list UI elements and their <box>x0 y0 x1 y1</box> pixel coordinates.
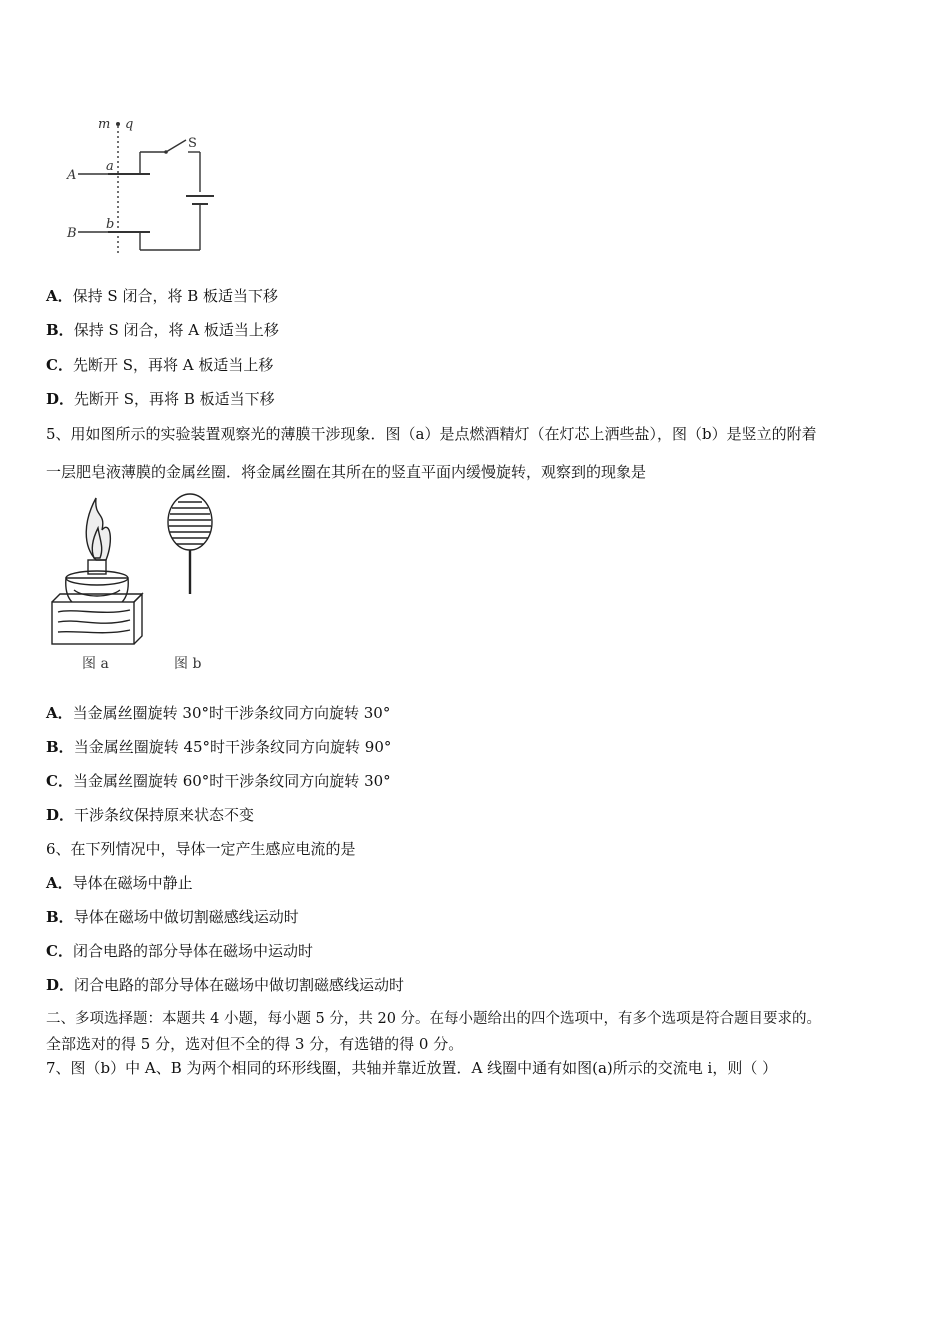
option-text: 闭合电路的部分导体在磁场中运动时 <box>72 942 313 960</box>
label-S: S <box>188 136 197 151</box>
q4-option-b <box>46 320 279 340</box>
q5-stem-line1: 5、用如图所示的实验装置观察光的薄膜干涉现象．图（a）是点燃酒精灯（在灯芯上洒些盐），图（b）是竖立的附着 <box>46 425 817 443</box>
section2-scoring: 全部选对的得 5 分，选对但不全的得 3 分，有选错的得 0 分。 <box>46 1035 464 1053</box>
option-letter: B． <box>46 908 74 926</box>
q5-option-c <box>46 771 391 791</box>
capacitor-circuit-figure <box>58 104 248 274</box>
label-b: b <box>106 217 115 232</box>
label-a: a <box>106 159 114 174</box>
q4-option-c <box>46 355 273 375</box>
q6-option-a <box>46 873 193 893</box>
option-text: 当金属丝圈旋转 45°时干涉条纹同方向旋转 90° <box>73 738 392 756</box>
option-letter: D． <box>46 390 75 408</box>
option-text: 闭合电路的部分导体在磁场中做切割磁感线运动时 <box>74 976 405 994</box>
option-letter: C． <box>46 772 73 790</box>
option-letter: A． <box>46 704 73 722</box>
option-text: 保持 S 闭合，将 A 板适当上移 <box>73 321 279 339</box>
option-letter: A． <box>46 287 73 305</box>
option-letter: B． <box>46 738 74 756</box>
label-A: A <box>67 168 77 183</box>
q4-option-d <box>46 389 275 409</box>
option-text: 导体在磁场中静止 <box>72 874 193 892</box>
option-letter: C． <box>46 942 73 960</box>
wire-loop-figure <box>160 490 240 680</box>
option-text: 导体在磁场中做切割磁感线运动时 <box>73 908 299 926</box>
q6-option-d <box>46 975 404 995</box>
option-text: 当金属丝圈旋转 60°时干涉条纹同方向旋转 30° <box>72 772 391 790</box>
q5-stem-line2: 一层肥皂液薄膜的金属丝圈．将金属丝圈在其所在的竖直平面内缓慢旋转，观察到的现象是 <box>46 463 647 481</box>
option-text: 当金属丝圈旋转 30°时干涉条纹同方向旋转 30° <box>72 704 391 722</box>
q5-option-b <box>46 737 391 757</box>
option-letter: C． <box>46 356 73 374</box>
option-letter: B． <box>46 321 74 339</box>
section2-heading: 二、多项选择题：本题共 4 小题，每小题 5 分，共 20 分。在每小题给出的四个选项中，有多个选项是符合题目要求的。 <box>46 1011 822 1027</box>
label-q: q <box>125 117 134 132</box>
figure-label-b: 图 b <box>174 656 202 672</box>
q6-option-b <box>46 907 299 927</box>
q6-stem: 6、在下列情况中，导体一定产生感应电流的是 <box>46 840 356 858</box>
label-B: B <box>67 226 77 241</box>
label-m: m <box>98 117 111 132</box>
q4-option-a <box>46 286 278 306</box>
q5-option-d <box>46 805 254 825</box>
figure-label-a: 图 a <box>82 656 109 672</box>
option-text: 干涉条纹保持原来状态不变 <box>74 806 255 824</box>
option-letter: D． <box>46 976 75 994</box>
option-text: 先断开 S，再将 B 板适当下移 <box>74 390 275 408</box>
option-letter: D． <box>46 806 75 824</box>
alcohol-lamp-figure <box>44 490 154 680</box>
option-text: 保持 S 闭合，将 B 板适当下移 <box>72 287 279 305</box>
q5-option-a <box>46 703 390 723</box>
option-letter: A． <box>46 874 73 892</box>
q7-stem: 7、图（b）中 A、B 为两个相同的环形线圈，共轴并靠近放置．A 线圈中通有如图(a)所示的交流电 i，则（ ） <box>46 1059 778 1077</box>
option-text: 先断开 S，再将 A 板适当上移 <box>72 356 274 374</box>
q6-option-c <box>46 941 313 961</box>
